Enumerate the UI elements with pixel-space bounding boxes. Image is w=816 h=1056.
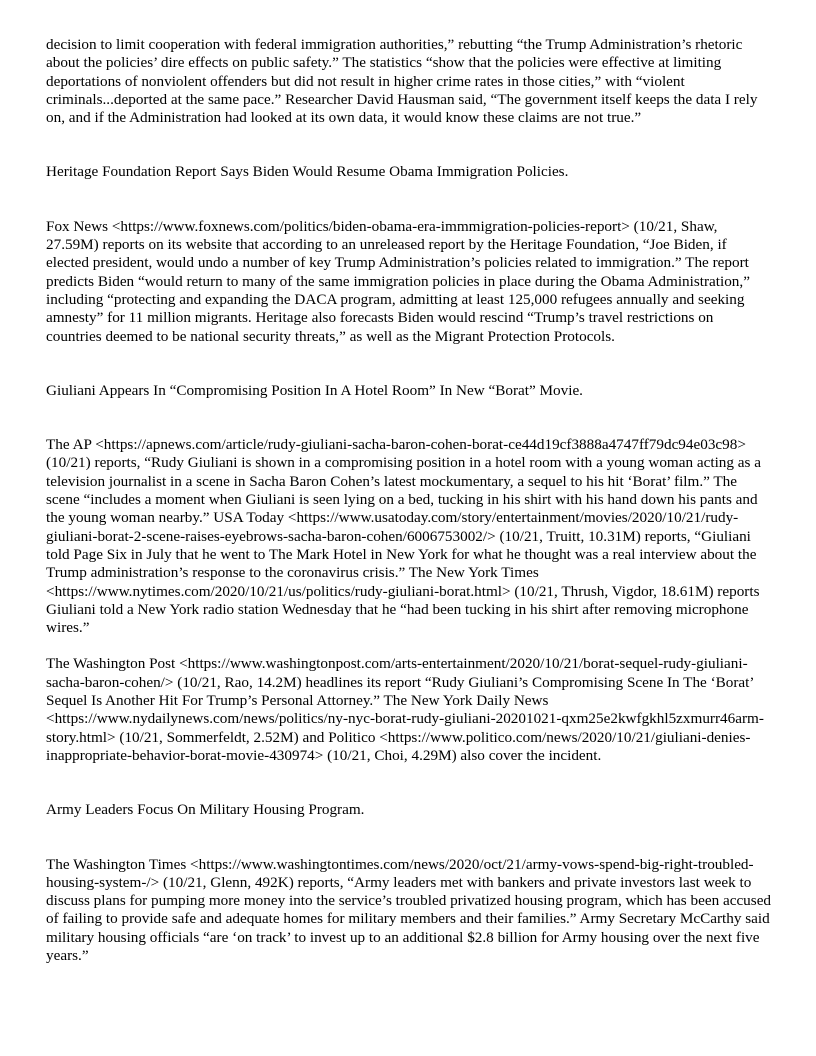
paragraph-giuliani-ap: The AP <https://apnews.com/article/rudy-giuliani-sacha-baron-cohen-borat-ce44d19cf3888a4747ff79dc94e03c98> (10/21) reports, “Rudy Giuliani is shown in a compromising position in a hotel room with a young woman acting as a television journalist in a scene in Sacha Baron Cohen’s latest mockumentary, a sequel to his hit ‘Borat’ film.” The scene “includes a moment when Giuliani is seen lying on a bed, tucking in his shirt with his hand down his pants and the young woman nearby.” USA Today <https://www.usatoday.com/story/entertainment/movies/2020/10/21/rudy-giuliani-borat-2-scene-raises-eyebrows-sacha-baron-cohen/6006753002/> (10/21, Truitt, 10.31M) reports, “Giuliani told Page Six in July that he went to The Mark Hotel in New York for what he thought was a real interview about the Trump administration’s response to the coronavirus crisis.” The New York Times <https://www.nytimes.com/2020/10/21/us/politics/rudy-giuliani-borat.html> (10/21, Thrush, Vigdor, 18.61M) reports Giuliani told a New York radio station Wednesday that he “had been tucking in his shirt after removing microphone wires.”	[46, 436, 761, 637]
heading-giuliani-borat: Giuliani Appears In “Compromising Position In A Hotel Room” In New “Borat” Movie.	[46, 381, 583, 399]
document-page	[46, 36, 772, 965]
heading-heritage-report: Heritage Foundation Report Says Biden Would Resume Obama Immigration Policies.	[46, 163, 569, 181]
paragraph-sanctuary-cities: decision to limit cooperation with federal immigration authorities,” rebutting “the Trump Administration’s rhetoric about the policies’ dire effects on public safety.” The statistics “show that the policies were effective at limiting deportations of nonviolent offenders but did not result in higher crime rates in those cities,” with “violent criminals...deported at the same pace.” Researcher David Hausman said, “The government itself keeps the data I rely on, and if the Administration had looked at its own data, it would know these claims are not true.”	[46, 36, 758, 127]
paragraph-army-housing: The Washington Times <https://www.washingtontimes.com/news/2020/oct/21/army-vows-spend-big-right-troubled-housing-system-/> (10/21, Glenn, 492K) reports, “Army leaders met with bankers and private investors last week to discuss plans for pumping more money into the service’s troubled privatized housing program, which has been accused of failing to provide safe and adequate homes for military members and their families.” Army Secretary McCarthy said military housing officials “are ‘on track’ to invest up to an additional $2.8 billion for Army housing over the next five years.”	[46, 855, 772, 964]
paragraph-giuliani-wapo: The Washington Post <https://www.washingtonpost.com/arts-entertainment/2020/10/21/borat-sequel-rudy-giuliani-sacha-baron-cohen/> (10/21, Rao, 14.2M) headlines its report “Rudy Giuliani’s Compromising Scene In The ‘Borat’ Sequel Is Another Hit For Trump’s Personal Attorney.” The New York Daily News <https://www.nydailynews.com/news/politics/ny-nyc-borat-rudy-giuliani-20201021-qxm25e2kwfgkhl5zxmurr46arm-story.html> (10/21, Sommerfeldt, 2.52M) and Politico <https://www.politico.com/news/2020/10/21/giuliani-denies-inappropriate-behavior-borat-movie-430974> (10/21, Choi, 4.29M) also cover the incident.	[46, 655, 764, 764]
paragraph-heritage-report: Fox News <https://www.foxnews.com/politics/biden-obama-era-immmigration-policies-report> (10/21, Shaw, 27.59M) reports on its website that according to an unreleased report by the Heritage Foundation, “Joe Biden, if elected president, would undo a number of key Trump Administration’s policies related to immigration.” The report predicts Biden “would return to many of the same immigration policies in place during the Obama Administration,” including “protecting and expanding the DACA program, admitting at least 125,000 refugees annually and seeking amnesty” for 11 million migrants. Heritage also forecasts Biden would rescind “Trump’s travel restrictions on countries deemed to be national security threats,” as well as the Migrant Protection Protocols.	[46, 217, 750, 345]
heading-army-housing: Army Leaders Focus On Military Housing Program.	[46, 801, 365, 819]
